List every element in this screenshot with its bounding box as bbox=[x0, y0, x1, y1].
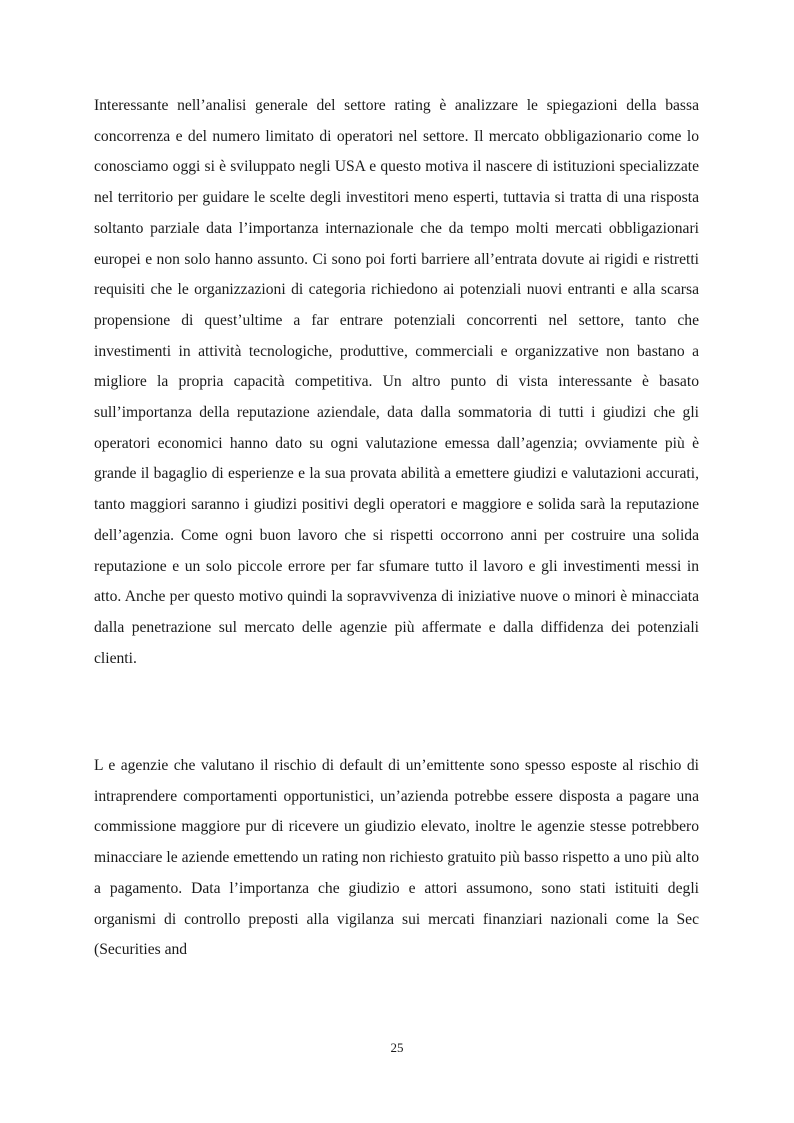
body-paragraph-2: L e agenzie che valutano il rischio di default di un’emittente sono spesso esposte al rischio di intraprendere comportamenti opportunistici, un’azienda potrebbe essere disposta a pagare una commissione maggiore pur di ricevere un giudizio elevato, inoltre le agenzie stesse potrebbero minacciare le aziende emettendo un rating non richiesto gratuito più basso rispetto a uno più alto a pagamento. Data l’importanza che giudizio e attori assumono, sono stati istituiti degli organismi di controllo preposti alla vigilanza sui mercati finanziari nazionali come la Sec (Securities and bbox=[94, 757, 699, 959]
body-paragraph-1: Interessante nell’analisi generale del settore rating è analizzare le spiegazioni della bassa concorrenza e del numero limitato di operatori nel settore. Il mercato obbligazionario come lo conosciamo oggi si è sviluppato negli USA e questo motiva il nascere di istituzioni specializzate nel territorio per guidare le scelte degli investitori meno esperti, tuttavia si tratta di una risposta soltanto parziale data l’importanza internazionale che da tempo molti mercati obbligazionari europei e non solo hanno assunto. Ci sono poi forti barriere all’entrata dovute ai rigidi e ristretti requisiti che le organizzazioni di categoria richiedono ai potenziali nuovi entranti e alla scarsa propensione di quest’ultime a far entrare potenziali concorrenti nel settore, tanto che investimenti in attività tecnologiche, produttive, commerciali e organizzative non bastano a migliore la propria capacità competitiva. Un altro punto di vista interessante è basato sull’importanza della reputazione aziendale, data dalla sommatoria di tutti i giudizi che gli operatori economici hanno dato su ogni valutazione emessa dall’agenzia; ovviamente più è grande il bagaglio di esperienze e la sua provata abilità a emettere giudizi e valutazioni accurati, tanto maggiori saranno i giudizi positivi degli operatori e maggiore e solida sarà la reputazione dell’agenzia. Come ogni buon lavoro che si rispetti occorrono anni per costruire una solida reputazione e un solo piccole errore per far sfumare tutto il lavoro e gli investimenti messi in atto. Anche per questo motivo quindi la sopravvivenza di iniziative nuove o minori è minacciata dalla penetrazione sul mercato delle agenzie più affermate e dalla diffidenza dei potenziali clienti. bbox=[94, 97, 699, 667]
page-number: 25 bbox=[390, 1040, 404, 1055]
